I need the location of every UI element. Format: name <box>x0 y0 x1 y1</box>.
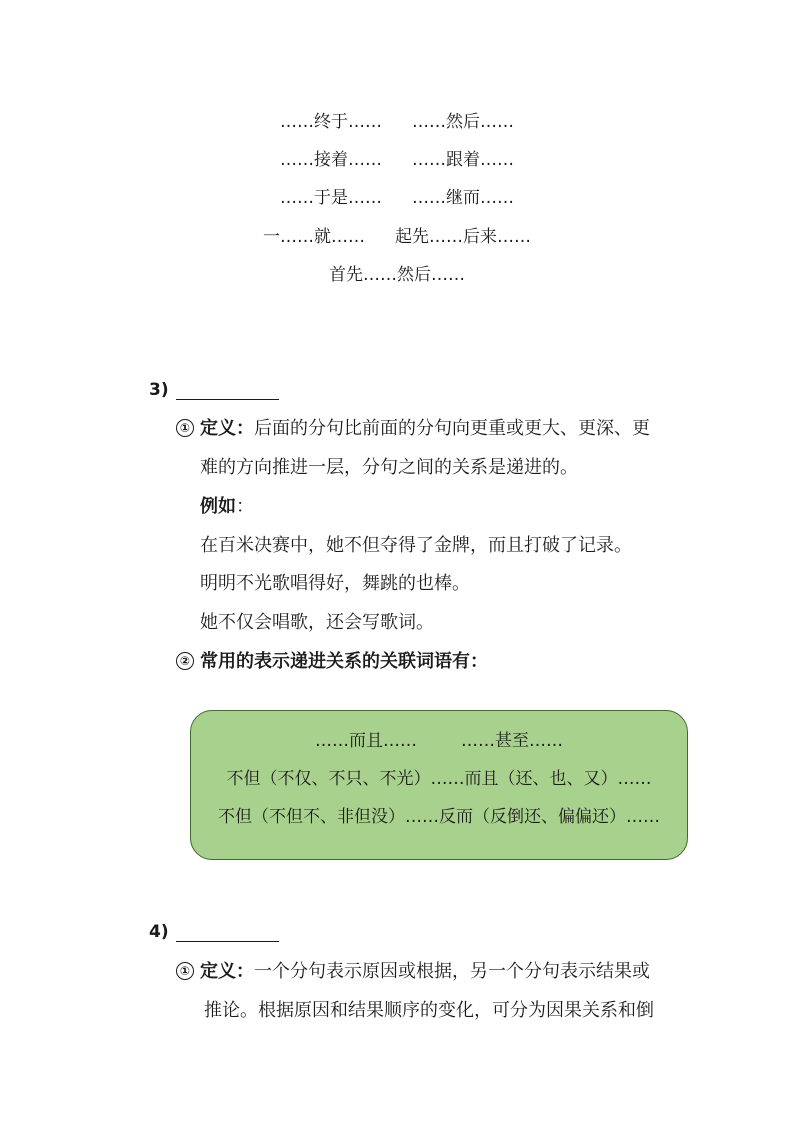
definition-text: 后面的分句比前面的分句向更重或更大、更深、更 <box>254 418 650 439</box>
conjunction-row-4 <box>0 225 794 249</box>
circled-number-1: ① <box>176 419 194 437</box>
definition-label: 定义： <box>200 961 254 982</box>
example-sentence-3: 她不仅会唱歌，还会写歌词。 <box>200 612 434 633</box>
conjunction-row-5 <box>0 263 794 287</box>
definition-line-2: 难的方向推进一层，分句之间的关系是递进的。 <box>200 457 578 478</box>
conjunction-row-3 <box>0 186 794 210</box>
definition-label: 定义： <box>200 418 254 439</box>
conjunction-item: ……终于…… <box>280 112 382 132</box>
common-conjunctions-label: 常用的表示递进关系的关联词语有： <box>200 651 488 672</box>
definition-text: 一个分句表示原因或根据，另一个分句表示结果或 <box>254 961 650 982</box>
box-item: ……甚至…… <box>461 731 563 751</box>
box-line-2: 不但（不仅、不只、不光）……而且（还、也、又）…… <box>226 769 652 789</box>
conjunction-row-1 <box>0 110 794 134</box>
circled-number-1: ① <box>176 962 194 980</box>
example-heading <box>200 494 254 520</box>
answer-blank-4 <box>176 941 279 942</box>
answer-blank-3 <box>176 399 279 400</box>
conjunction-item: ……于是…… <box>280 188 382 208</box>
conjunction-item: ……接着…… <box>280 150 382 170</box>
conjunction-item: ……跟着…… <box>412 150 514 170</box>
conjunction-box <box>190 710 688 860</box>
section-number-3: 3) <box>149 380 169 400</box>
box-line-1 <box>191 729 687 753</box>
box-item: ……而且…… <box>315 731 417 751</box>
example-sentence-2: 明明不光歌唱得好，舞跳的也棒。 <box>200 573 470 594</box>
conjunction-item: ……继而…… <box>412 188 514 208</box>
box-line-3: 不但（不但不、非但没）……反而（反倒还、偏偏还）…… <box>218 807 660 827</box>
conjunction-item: 首先……然后…… <box>329 265 465 285</box>
definition-line-2: 推论。根据原因和结果顺序的变化，可分为因果关系和倒 <box>204 1000 654 1021</box>
conjunction-item: 一……就…… <box>263 227 365 247</box>
conjunction-item: ……然后…… <box>412 112 514 132</box>
definition-line-1 <box>176 959 650 985</box>
common-conjunctions-heading <box>176 649 488 675</box>
example-colon: ： <box>236 496 254 517</box>
example-sentence-1: 在百米决赛中，她不但夺得了金牌，而且打破了记录。 <box>200 535 632 556</box>
definition-line-1 <box>176 416 650 442</box>
conjunction-row-2 <box>0 148 794 172</box>
conjunction-item: 起先……后来…… <box>395 227 531 247</box>
circled-number-2: ② <box>176 652 194 670</box>
example-label: 例如 <box>200 496 236 517</box>
section-number-4: 4) <box>149 922 169 942</box>
